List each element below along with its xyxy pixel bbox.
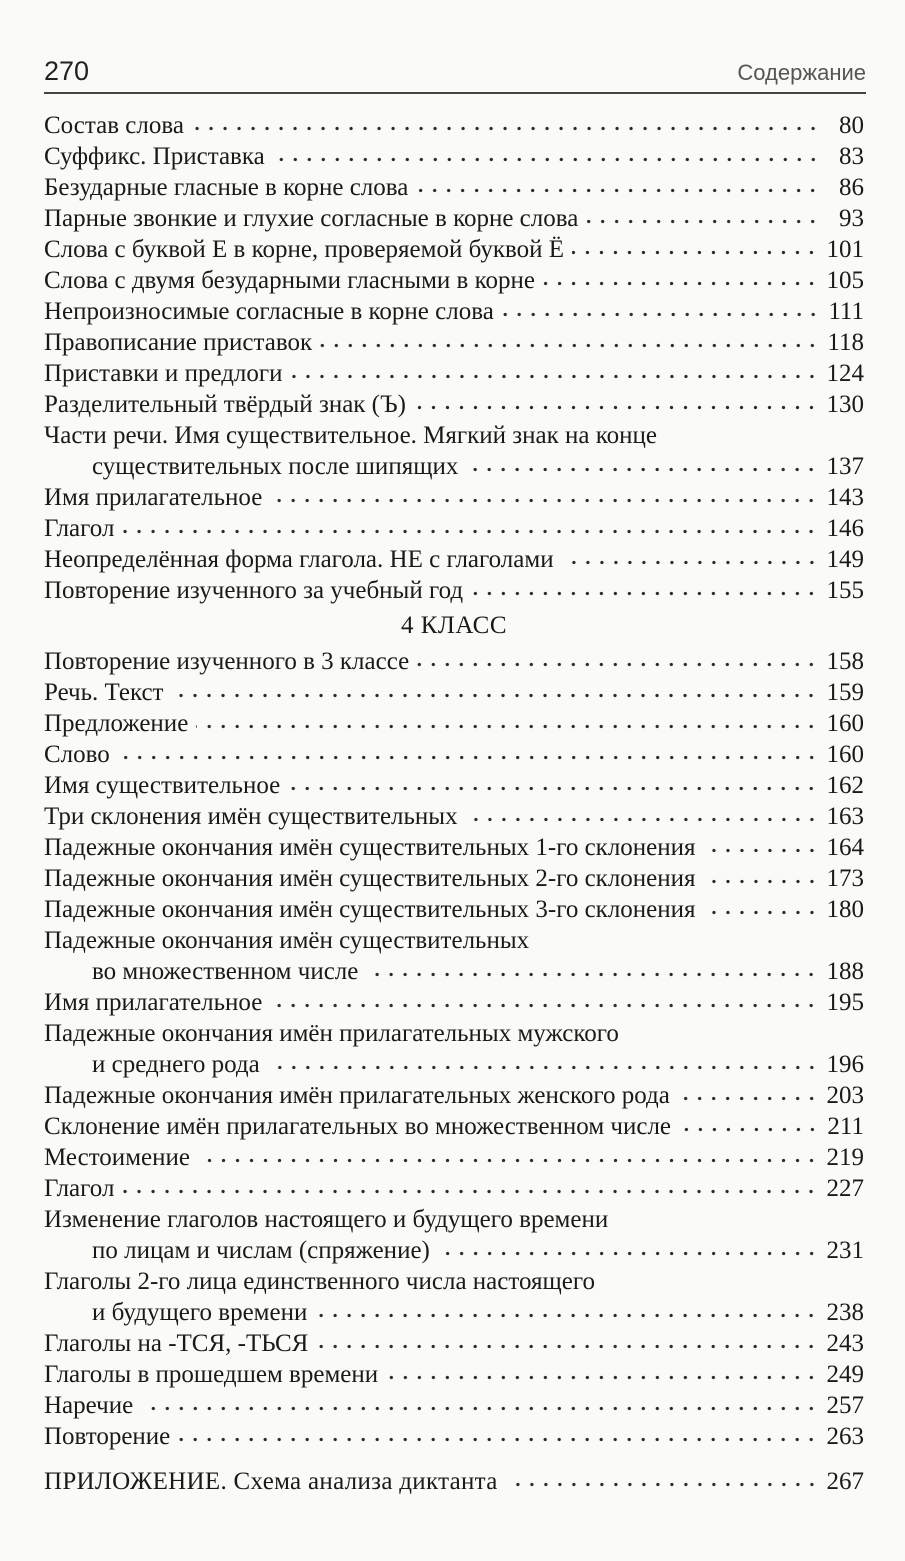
toc-entry-page: 111 (828, 298, 864, 325)
leader-dots (414, 405, 819, 410)
leader-dots (704, 848, 819, 853)
leader-dots (270, 1003, 818, 1008)
leader-dots (586, 219, 820, 224)
toc-entry-page: 257 (826, 1392, 864, 1419)
toc-entry-title: Речь. Текст (44, 679, 164, 706)
toc-entry-page: 149 (826, 546, 864, 573)
leader-dots (506, 1482, 819, 1487)
leader-dots (679, 1127, 819, 1132)
leader-dots (273, 157, 820, 162)
toc-entry-page: 93 (839, 205, 864, 232)
toc-entry-title: Неопределённая форма глагола. НЕ с глаголами (44, 546, 554, 573)
toc-entry-title: Падежные окончания имён существительных (44, 927, 530, 954)
toc-entry-title-continued: и будущего времени (92, 1299, 308, 1326)
toc-entry[interactable] (44, 1421, 864, 1452)
toc-entry[interactable] (44, 863, 864, 894)
toc-entry[interactable] (44, 1173, 864, 1204)
toc-entry-page: 196 (826, 1051, 864, 1078)
toc-entry-page: 173 (826, 865, 864, 892)
toc-entry[interactable] (44, 482, 864, 513)
toc-entry[interactable] (44, 575, 864, 606)
toc-entry-page: 158 (826, 648, 864, 675)
toc-entry-page: 80 (839, 112, 864, 139)
toc-entry-title-continued: и среднего рода (92, 1051, 260, 1078)
leader-dots (502, 312, 820, 317)
toc-entry-page: 238 (826, 1299, 864, 1326)
leader-dots (466, 467, 818, 472)
leader-dots (471, 591, 818, 596)
toc-entry-page: 105 (826, 267, 864, 294)
running-title: Содержание (737, 60, 866, 85)
toc-entry[interactable] (44, 1080, 864, 1111)
leader-dots (122, 529, 818, 534)
toc-entry-title: Предложение (44, 710, 189, 737)
toc-entry-page: 118 (827, 329, 864, 356)
toc-entry-title: Склонение имён прилагательных во множественном числе (44, 1113, 672, 1140)
toc-entry-title: Падежные окончания имён существительных 3-го склонения (44, 896, 696, 923)
leader-dots (386, 1375, 818, 1380)
leader-dots (416, 188, 820, 193)
leader-dots (438, 1251, 819, 1256)
toc-entry-page: 162 (826, 772, 864, 799)
toc-entry[interactable] (44, 1390, 864, 1421)
section-heading-grade4: 4 КЛАСС (400, 612, 508, 639)
toc-entry-title: Местоимение (44, 1144, 190, 1171)
leader-dots (543, 281, 819, 286)
toc-entry[interactable] (44, 110, 864, 141)
toc-entry[interactable] (44, 544, 864, 575)
leader-dots (192, 126, 820, 131)
toc-entry-page: 83 (839, 143, 864, 170)
leader-dots (198, 1158, 819, 1163)
leader-dots (122, 1189, 818, 1194)
toc-entry-title: Слова с двумя безударными гласными в корне (44, 267, 535, 294)
toc-entry[interactable] (44, 1142, 864, 1173)
toc-entry[interactable] (44, 925, 864, 987)
leader-dots (270, 498, 818, 503)
toc-entry-page: 124 (826, 360, 864, 387)
toc-entry-title: Слова с буквой Е в корне, проверяемой буквой Ё (44, 236, 565, 263)
toc-entry[interactable] (44, 1204, 864, 1266)
leader-dots (316, 1344, 818, 1349)
toc-entry[interactable] (44, 832, 864, 863)
toc-entry-page: 231 (826, 1237, 864, 1264)
leader-dots (288, 786, 818, 791)
toc-entry-title: Глаголы на -ТСЯ, -ТЬСЯ (44, 1330, 309, 1357)
leader-dots (118, 755, 819, 760)
toc-entry-page: 163 (826, 803, 864, 830)
toc-entry-title: Наречие (44, 1392, 134, 1419)
table-of-contents (44, 110, 864, 1497)
toc-entry[interactable] (44, 172, 864, 203)
toc-entry[interactable] (44, 327, 864, 358)
running-head (44, 52, 866, 92)
toc-entry[interactable] (44, 1018, 864, 1080)
toc-entry[interactable] (44, 1266, 864, 1328)
leader-dots (562, 560, 819, 565)
toc-entry[interactable] (44, 1111, 864, 1142)
leader-dots (196, 724, 818, 729)
toc-entry-page: 211 (827, 1113, 864, 1140)
toc-entry-page: 219 (826, 1144, 864, 1171)
toc-entry[interactable] (44, 677, 864, 708)
toc-entry-title: Падежные окончания имён существительных 2-го склонения (44, 865, 696, 892)
toc-entry[interactable] (44, 1328, 864, 1359)
toc-entry-page: 146 (826, 515, 864, 542)
toc-entry-title: Состав слова (44, 112, 184, 139)
toc-entry-page: 101 (826, 236, 864, 263)
leader-dots (572, 250, 818, 255)
toc-entry[interactable] (44, 708, 864, 739)
toc-entry-title: Три склонения имён существительных (44, 803, 458, 830)
leader-dots (366, 972, 818, 977)
toc-entry-title: Парные звонкие и глухие согласные в корне слова (44, 205, 579, 232)
toc-entry-page: 86 (839, 174, 864, 201)
toc-entry-title: Имя прилагательное (44, 484, 263, 511)
leader-dots (704, 879, 819, 884)
toc-entry-title: Повторение изученного за учебный год (44, 577, 464, 604)
toc-entry[interactable] (44, 420, 864, 482)
toc-entry-title-continued: во множественном числе (92, 958, 359, 985)
toc-entry-title: Глагол (44, 515, 115, 542)
toc-entry-title: Безударные гласные в корне слова (44, 174, 409, 201)
toc-entry-title-continued: по лицам и числам (спряжение) (92, 1237, 430, 1264)
toc-entry[interactable] (44, 203, 864, 234)
toc-entry-page: 267 (826, 1468, 864, 1495)
toc-entry-page: 243 (826, 1330, 864, 1357)
toc-entry-title: Повторение изученного в 3 классе (44, 648, 410, 675)
toc-entry[interactable] (44, 770, 864, 801)
toc-entry[interactable] (44, 739, 864, 770)
leader-dots (417, 662, 818, 667)
toc-entry-page: 188 (826, 958, 864, 985)
toc-entry-page: 203 (826, 1082, 864, 1109)
toc-entry[interactable] (44, 296, 864, 327)
toc-entry-page: 195 (826, 989, 864, 1016)
leader-dots (315, 1313, 818, 1318)
leader-dots (268, 1065, 819, 1070)
toc-entry-title: ПРИЛОЖЕНИЕ. Схема анализа диктанта (44, 1468, 498, 1495)
toc-entry-page: 160 (826, 741, 864, 768)
toc-entry-page: 164 (826, 834, 864, 861)
toc-entry-page: 263 (826, 1423, 864, 1450)
leader-dots (171, 693, 818, 698)
toc-entry[interactable] (44, 265, 864, 296)
toc-entry-page: 249 (826, 1361, 864, 1388)
leader-dots (141, 1406, 818, 1411)
leader-dots (678, 1096, 819, 1101)
toc-entry[interactable] (44, 513, 864, 544)
toc-entry-title: Повторение (44, 1423, 171, 1450)
toc-entry-page: 159 (826, 679, 864, 706)
toc-entry[interactable] (44, 1359, 864, 1390)
toc-entry-title: Части речи. Имя существительное. Мягкий знак на конце (44, 422, 658, 449)
toc-entry-title: Имя существительное (44, 772, 281, 799)
toc-entry[interactable] (44, 389, 864, 420)
page-number: 270 (44, 56, 90, 86)
toc-entry[interactable] (44, 801, 864, 832)
toc-entry-title: Падежные окончания имён прилагательных женского рода (44, 1082, 670, 1109)
header-rule (44, 92, 866, 94)
leader-dots (291, 374, 819, 379)
leader-dots (320, 343, 819, 348)
toc-entry[interactable] (44, 987, 864, 1018)
toc-entry-title: Слово (44, 741, 110, 768)
leader-dots (466, 817, 819, 822)
leader-dots (704, 910, 819, 915)
toc-entry-title: Падежные окончания имён существительных 1-го склонения (44, 834, 696, 861)
toc-entry-page: 137 (826, 453, 864, 480)
toc-entry-page: 160 (826, 710, 864, 737)
toc-entry[interactable] (44, 894, 864, 925)
toc-entry-title: Падежные окончания имён прилагательных мужского (44, 1020, 619, 1047)
toc-entry-title: Приставки и предлоги (44, 360, 283, 387)
toc-entry-page: 180 (826, 896, 864, 923)
toc-entry-appendix[interactable] (44, 1466, 864, 1497)
toc-entry-page: 155 (826, 577, 864, 604)
toc-entry-title: Изменение глаголов настоящего и будущего времени (44, 1206, 609, 1233)
toc-entry-title: Суффикс. Приставка (44, 143, 265, 170)
toc-entry-title: Глаголы 2-го лица единственного числа настоящего (44, 1268, 595, 1295)
toc-entry-title: Непроизносимые согласные в корне слова (44, 298, 494, 325)
toc-entry-title: Глаголы в прошедшем времени (44, 1361, 379, 1388)
toc-entry[interactable] (44, 358, 864, 389)
toc-entry[interactable] (44, 646, 864, 677)
toc-entry-title: Разделительный твёрдый знак (Ъ) (44, 391, 406, 418)
toc-entry[interactable] (44, 234, 864, 265)
leader-dots (178, 1437, 818, 1442)
toc-entry-page: 130 (826, 391, 864, 418)
toc-entry-title: Глагол (44, 1175, 115, 1202)
toc-entry-page: 143 (826, 484, 864, 511)
toc-entry-title: Имя прилагательное (44, 989, 263, 1016)
toc-entry-page: 227 (826, 1175, 864, 1202)
toc-entry[interactable] (44, 141, 864, 172)
toc-entry-title-continued: существительных после шипящих (92, 453, 459, 480)
toc-entry-title: Правописание приставок (44, 329, 313, 356)
